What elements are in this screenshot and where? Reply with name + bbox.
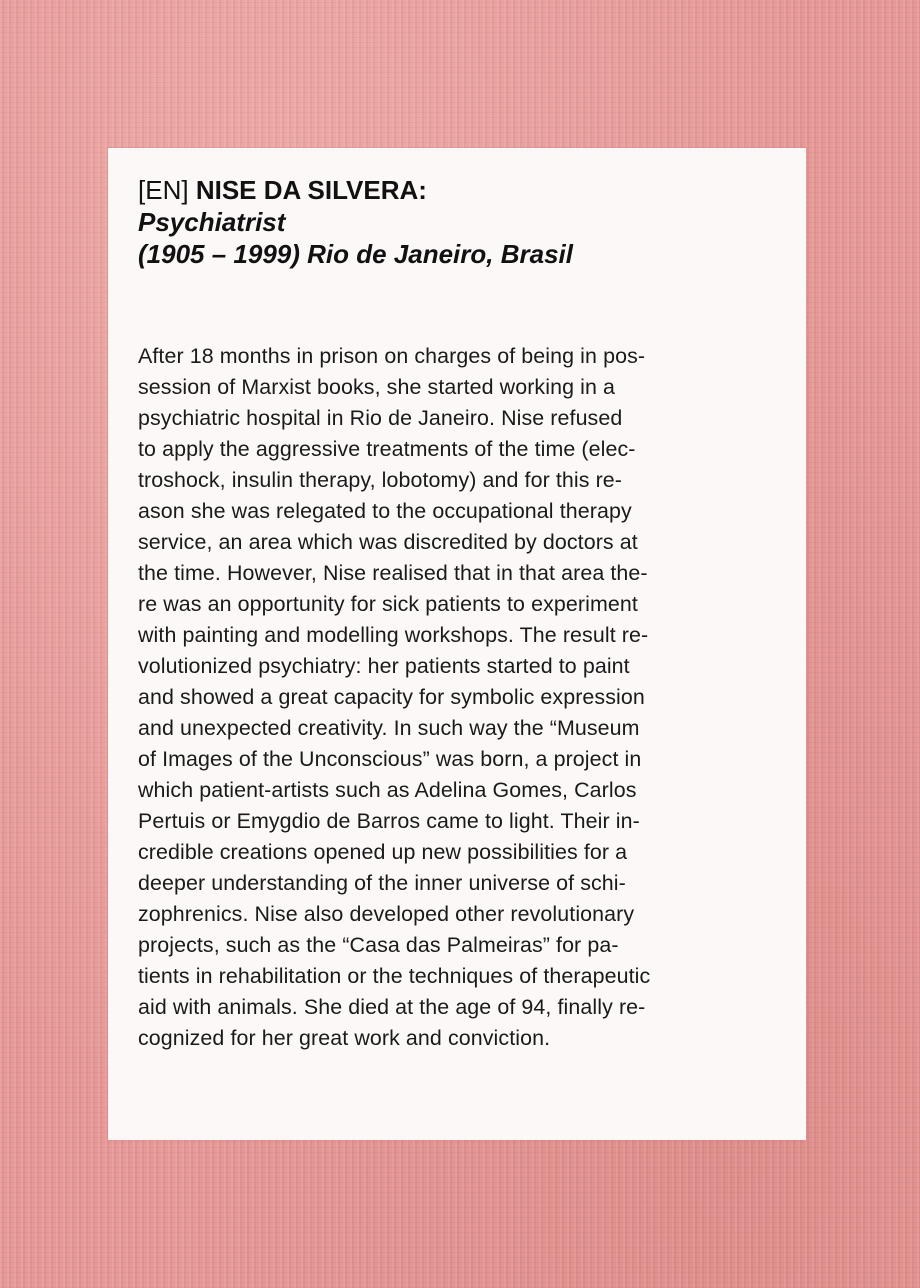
biography-line: troshock, insulin therapy, lobotomy) and for this re- bbox=[138, 468, 623, 492]
biography-line: service, an area which was discredited by doctors at bbox=[138, 530, 638, 554]
biography-line: re was an opportunity for sick patients to experiment bbox=[138, 592, 638, 616]
biography-line: session of Marxist books, she started working in a bbox=[138, 375, 615, 399]
biography-line: of Images of the Unconscious” was born, a project in bbox=[138, 747, 642, 771]
biography-line: projects, such as the “Casa das Palmeiras” for pa- bbox=[138, 933, 619, 957]
biography-line: credible creations opened up new possibilities for a bbox=[138, 840, 628, 864]
person-dates-place: (1905 – 1999) Rio de Janeiro, Brasil bbox=[138, 239, 573, 269]
biography-line: tients in rehabilitation or the techniques of therapeutic bbox=[138, 964, 651, 988]
biography-line: volutionized psychiatry: her patients started to paint bbox=[138, 654, 630, 678]
biography-line: Pertuis or Emygdio de Barros came to light. Their in- bbox=[138, 809, 640, 833]
biography-line: the time. However, Nise realised that in that area the- bbox=[138, 561, 648, 585]
biography-card bbox=[108, 148, 806, 1140]
biography-line: which patient-artists such as Adelina Gomes, Carlos bbox=[138, 778, 637, 802]
biography-line: deeper understanding of the inner universe of schi- bbox=[138, 871, 626, 895]
person-name: NISE DA SILVERA: bbox=[195, 175, 427, 205]
biography-line: After 18 months in prison on charges of being in pos- bbox=[138, 344, 646, 368]
biography-line: zophrenics. Nise also developed other revolutionary bbox=[138, 902, 635, 926]
biography-line: ason she was relegated to the occupational therapy bbox=[138, 499, 632, 523]
biography-line: with painting and modelling workshops. The result re- bbox=[138, 623, 649, 647]
biography-line: cognized for her great work and conviction. bbox=[138, 1026, 551, 1050]
biography-text bbox=[138, 341, 768, 1054]
biography-line: and unexpected creativity. In such way the “Museum bbox=[138, 716, 640, 740]
biography-line: aid with animals. She died at the age of 94, finally re- bbox=[138, 995, 646, 1019]
card-heading bbox=[138, 174, 573, 270]
language-tag: [EN] bbox=[138, 175, 189, 205]
person-role: Psychiatrist bbox=[138, 207, 286, 237]
biography-line: psychiatric hospital in Rio de Janeiro. Nise refused bbox=[138, 406, 623, 430]
biography-line: and showed a great capacity for symbolic expression bbox=[138, 685, 645, 709]
biography-line: to apply the aggressive treatments of the time (elec- bbox=[138, 437, 636, 461]
